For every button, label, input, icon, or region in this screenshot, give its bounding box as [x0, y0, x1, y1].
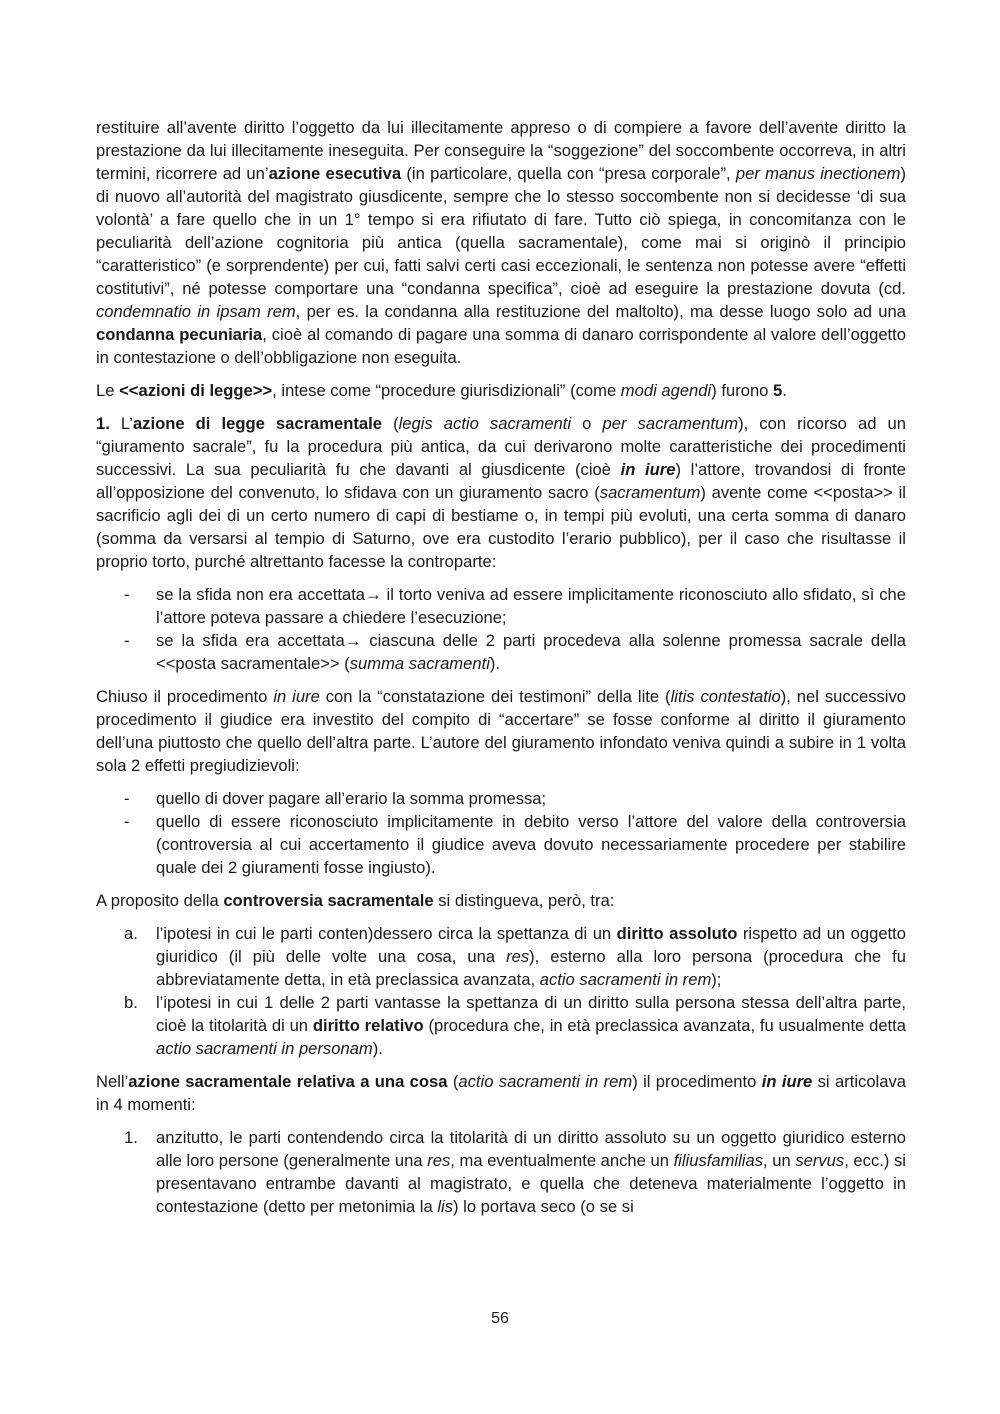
section-number: 1.	[96, 414, 110, 433]
list-sfida	[96, 583, 906, 675]
list-marker: -	[124, 631, 130, 650]
document-page	[96, 116, 906, 1228]
paragraph-litis-contestatio: Chiuso il procedimento in iure con la “constatazione dei testimoni” della lite (litis contestatio), nel successivo procedimento il giudice era investito del compito di “accertare” se fosse conforme al diritto il giuramento dell’una piuttosto che quello dell’altra parte. L’autore del giuramento infondato veniva quindi a subire in 1 volta sola 2 effetti pregiudizievoli:	[96, 687, 906, 775]
italic-term: per manus inectionem	[735, 164, 901, 183]
bold-italic-term: in iure	[761, 1072, 813, 1091]
list-marker: -	[124, 585, 130, 604]
bold-term: controversia sacramentale	[223, 891, 434, 910]
list-item: 1. anzitutto, le parti contendendo circa la titolarità di un diritto assoluto su un oggetto giuridico esterno alle loro persone (generalmente una res, ma eventualmente anche un filiusfamilias, un servus, ecc.) si presentavano entrambe davanti al magistrato, e quella che deteneva materialmente l’oggetto in contestazione (detto per metonimia la lis) lo portava seco (o se si	[124, 1128, 906, 1216]
italic-term: legis actio sacramenti	[398, 414, 572, 433]
italic-term: actio sacramenti in rem	[458, 1072, 633, 1091]
italic-term: modi agendi	[620, 381, 712, 400]
list-marker: b.	[124, 993, 138, 1012]
list-marker: a.	[124, 924, 138, 943]
bold-term: diritto assoluto	[616, 924, 738, 943]
paragraph-controversia: A proposito della controversia sacramentale si distingueva, però, tra:	[96, 891, 615, 910]
italic-term: actio sacramenti in personam	[156, 1039, 373, 1058]
list-item: - quello di dover pagare all’erario la somma promessa;	[124, 789, 547, 808]
bold-term: azione di legge sacramentale	[132, 414, 382, 433]
page-number: 56	[491, 1310, 509, 1327]
italic-term: servus	[795, 1151, 845, 1170]
bold-term: azione esecutiva	[268, 164, 402, 183]
list-item: a. l’ipotesi in cui le parti conten)dessero circa la spettanza di un diritto assoluto rispetto ad un oggetto giuridico (il più delle volte una cosa, una res), esterno alla loro persona (procedura che fu abbreviatamente detta, in età preclassica avanzata, actio sacramenti in rem);	[124, 924, 907, 989]
italic-term: condemnatio in ipsam rem	[96, 302, 296, 321]
italic-term: filiusfamilias	[673, 1151, 764, 1170]
list-ipotesi	[96, 922, 906, 1060]
paragraph-actio-in-rem: Nell’azione sacramentale relativa a una cosa (actio sacramenti in rem) il procedimento in iure si articolava in 4 momenti:	[96, 1072, 906, 1114]
italic-term: lis	[437, 1197, 453, 1216]
list-item: - se la sfida non era accettata→ il torto veniva ad essere implicitamente riconosciuto allo sfidato, sì che l’attore poteva passare a chiedere l’esecuzione;	[124, 585, 906, 627]
bold-italic-term: in iure	[620, 460, 676, 479]
list-item: - se la sfida era accettata→ ciascuna delle 2 parti procedeva alla solenne promessa sacrale della <<posta sacramentale>> (summa sacramenti).	[124, 631, 906, 673]
bold-term: <<azioni di legge>>	[119, 381, 273, 400]
list-marker: -	[124, 812, 130, 831]
bold-term: diritto relativo	[312, 1016, 424, 1035]
bold-term: azione sacramentale relativa a una cosa	[128, 1072, 448, 1091]
list-marker: -	[124, 789, 130, 808]
italic-term: in iure	[273, 687, 320, 706]
italic-term: per sacramentum	[602, 414, 739, 433]
paragraph-azioni-di-legge: Le <<azioni di legge>>, intese come “procedure giurisdizionali” (come modi agendi) furono 5.	[96, 381, 787, 400]
list-item: - quello di essere riconosciuto implicitamente in debito verso l’attore del valore della controversia (controversia al cui accertamento il giudice aveva dovuto necessariamente procedere per stabilire quale dei 2 giuramenti fosse ingiusto).	[124, 812, 906, 877]
italic-term: actio sacramenti in rem	[539, 970, 712, 989]
list-momenti	[96, 1126, 906, 1218]
italic-term: litis contestatio	[670, 687, 781, 706]
list-item: b. l’ipotesi in cui 1 delle 2 parti vantasse la spettanza di un diritto sulla persona stessa dell’altra parte, cioè la titolarità di un diritto relativo (procedura che, in età preclassica avanzata, fu usualmente detta actio sacramenti in personam).	[124, 993, 906, 1058]
list-effetti	[96, 787, 906, 879]
list-marker: 1.	[124, 1128, 138, 1147]
italic-term: res	[506, 947, 530, 966]
bold-term: condanna pecuniaria	[96, 325, 263, 344]
italic-term: res	[427, 1151, 451, 1170]
italic-term: sacramentum	[599, 483, 701, 502]
paragraph-azione-sacramentale: 1. L’azione di legge sacramentale (legis actio sacramenti o per sacramentum), con ricorso ad un “giuramento sacrale”, fu la procedura più antica, da cui derivarono molte caratteristiche dei procedimenti successivi. La sua peculiarità fu che davanti al giusdicente (cioè in iure) l’attore, trovandosi di fronte all’opposizione del convenuto, lo sfidava con un giuramento sacro (sacramentum) avente come <<posta>> il sacrificio agli dei di un certo numero di capi di bestiame o, in tempi più evoluti, una certa somma di danaro (somma da versarsi al tempio di Saturno, ove era custodito l’erario pubblico), per il caso che risultasse il proprio torto, purché altrettanto facesse la controparte:	[96, 414, 906, 571]
paragraph-condanna: restituire all’avente diritto l’oggetto da lui illecitamente appreso o di compiere a favore dell’avente diritto la prestazione da lui illecitamente ineseguita. Per conseguire la “soggezione” del soccombente occorreva, in altri termini, ricorrere ad un’azione esecutiva (in particolare, quella con “presa corporale”, per manus inectionem) di nuovo all’autorità del magistrato giusdicente, sempre che lo stesso soccombente non si decidesse ‘di sua volontà’ a fare quello che in un 1° tempo si era rifiutato di fare. Tutto ciò spiega, in concomitanza con le peculiarità dell’azione cognitoria più antica (quella sacramentale), come mai si originò il principio “caratteristico” (e sorprendente) per cui, fatti salvi certi casi eccezionali, le sentenza non potesse avere “effetti costitutivi”, né potesse comportare una “condanna specifica”, cioè ad eseguire la prestazione dovuta (cd. condemnatio in ipsam rem, per es. la condanna alla restituzione del maltolto), ma desse luogo solo ad una condanna pecuniaria, cioè al comando di pagare una somma di danaro corrispondente al valore dell’oggetto in contestazione o dell’obbligazione non eseguita.	[96, 118, 907, 367]
bold-term: 5	[773, 381, 783, 400]
italic-term: summa sacramenti	[349, 654, 490, 673]
